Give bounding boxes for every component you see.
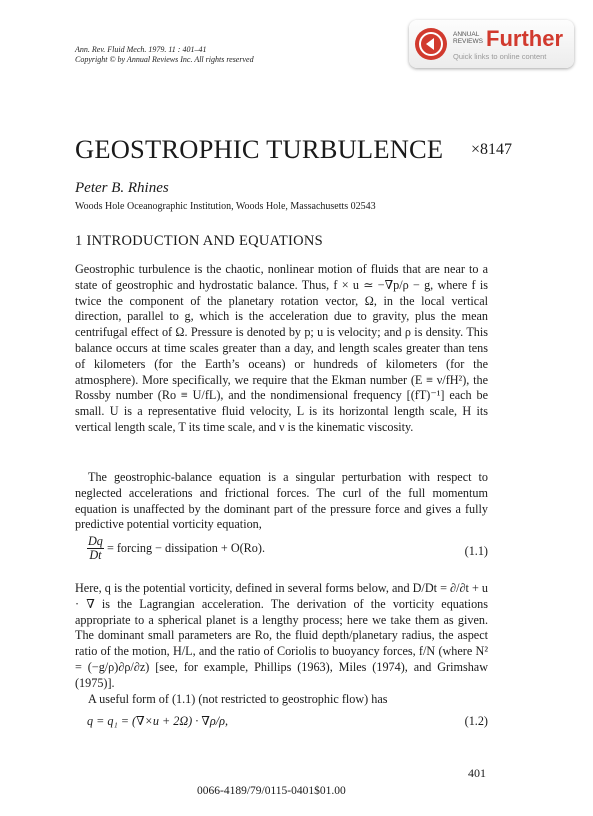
paragraph-useful-form: A useful form of (1.1) (not restricted to geostrophic flow) has	[88, 692, 388, 706]
paragraph-definitions: Here, q is the potential vorticity, defined in several forms below, and D/Dt = ∂/∂t + u · ∇ is the Lagrangian acceleration. The derivation of the vorticity equations appropriate to a spherical planet is a lengthy process; here we take them as given. The dominant small parameters are Ro, the fluid depth/planetary radius, the aspect ratio of the motion, H/L, and the ratio of Coriolis to buoyancy forces, f/N (where N² = (−g/ρ)∂ρ/∂z) [see, for example, Phillips (1963), Miles (1974), and Grimshaw (1975)].	[75, 581, 488, 690]
paragraph-balance: The geostrophic-balance equation is a singular perturbation with respect to neglected accelerations and frictional forces. The curl of the full momentum equation is unaffected by the dominant part of the pressure force and gives a fully predictive potential vorticity equation,	[75, 470, 488, 532]
annual-reviews-logo: ANNUAL REVIEWS	[453, 31, 483, 45]
article-title: GEOSTROPHIC TURBULENCE	[75, 134, 444, 164]
equation-1-1	[75, 535, 488, 571]
equation-1-2	[75, 714, 488, 729]
paragraph-intro: Geostrophic turbulence is the chaotic, nonlinear motion of fluids that are near to a state of geostrophic and hydrostatic balance. Thus, f × u ≃ −∇p/ρ − g, where f is twice the component of the planetary rotation vector, Ω, in the local vertical direction, parallel to g, which is the acceleration due to gravity, plus the mean centrifugal effect of Ω. Pressure is denoted by p; u is velocity; and ρ is density. This balance occurs at time scales greater than a day, and length scales greater than tens of kilometers (for the Earth’s oceans) or hundreds of kilometers (for the atmosphere). More specifically, we require that the Ekman number (E ≡ ν/fH²), the Rossby number (Ro ≡ U/fL), and the nondimensional frequency [(fT)⁻¹] each be small. U is a representative fluid velocity, L is its horizontal length scale, H its vertical length scale, T its time scale, and ν is the kinematic viscosity.	[75, 262, 488, 434]
journal-header	[75, 45, 254, 65]
footer-code: 0066-4189/79/0115-0401$01.00	[197, 785, 346, 797]
further-subtitle: Quick links to online content	[453, 52, 547, 61]
back-arrow-icon	[415, 28, 447, 60]
equation-fraction: $\frac{Dq}{Dt}$	[88, 534, 103, 562]
further-badge[interactable]	[409, 20, 574, 68]
page-number: 401	[468, 766, 486, 780]
further-label: Further	[486, 26, 563, 51]
equation-expression: q = q₁ = (∇×u + 2Ω) · ∇ρ/ρ,	[87, 714, 229, 728]
equation-rhs: = forcing − dissipation + O(Ro).	[106, 541, 266, 555]
article-code: ×8147	[471, 141, 513, 158]
equation-number: (1.2)	[464, 714, 488, 728]
journal-citation: Ann. Rev. Fluid Mech. 1979. 11 : 401–41	[75, 45, 207, 54]
author-affiliation: Woods Hole Oceanographic Institution, Woods Hole, Massachusetts 02543	[75, 201, 376, 212]
author-name: Peter B. Rhines	[75, 180, 169, 196]
copyright-line: Copyright © by Annual Reviews Inc. All rights reserved	[75, 55, 254, 64]
section-heading: 1 INTRODUCTION AND EQUATIONS	[75, 233, 324, 249]
equation-number: (1.1)	[464, 544, 488, 558]
